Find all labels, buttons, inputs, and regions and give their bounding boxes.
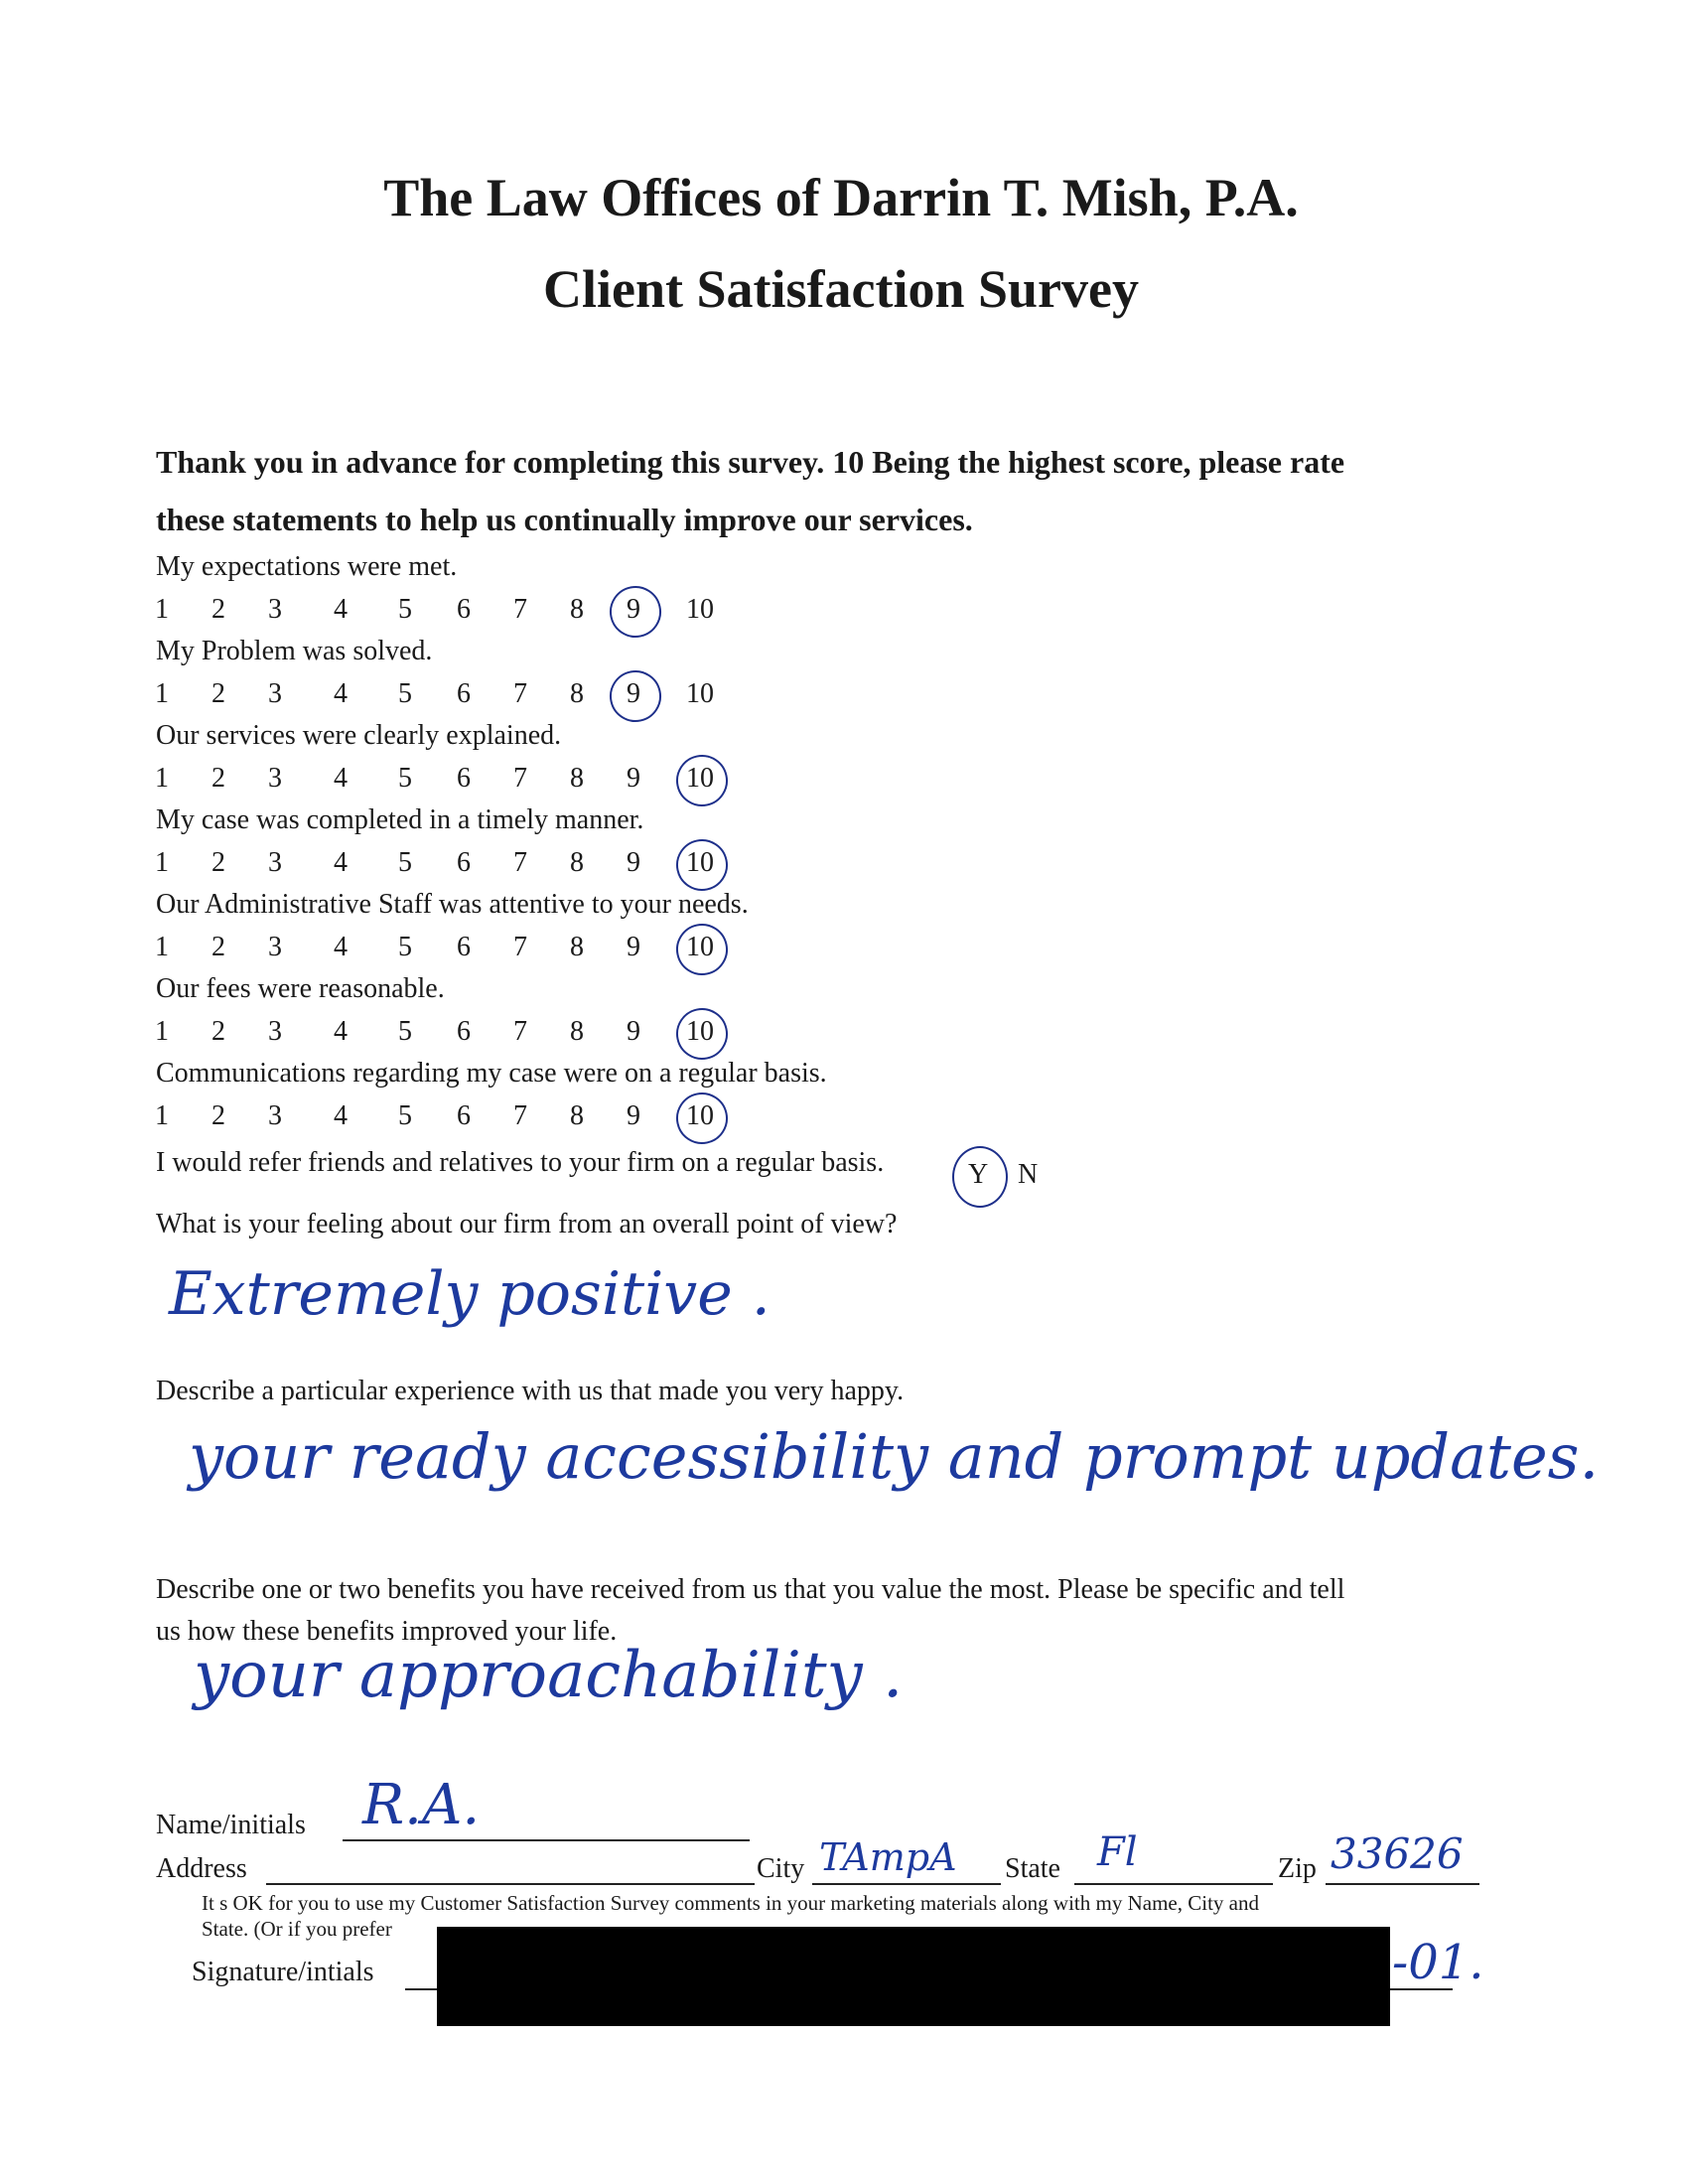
rating-option[interactable]: 8 [570, 847, 584, 878]
rating-option[interactable]: 10 [680, 763, 720, 795]
rating-option[interactable]: 1 [155, 763, 169, 794]
benefits-question-line-2: us how these benefits improved your life. [156, 1616, 618, 1647]
question-text: My expectations were met. [156, 551, 458, 582]
refer-no-option[interactable]: N [1018, 1159, 1039, 1190]
rating-option[interactable]: 1 [155, 678, 169, 709]
city-label: City [757, 1853, 805, 1884]
rating-option[interactable]: 8 [570, 932, 584, 962]
signature-value: -01. [1392, 1935, 1484, 1990]
address-label: Address [156, 1853, 247, 1884]
rating-option[interactable]: 1 [155, 1100, 169, 1131]
question-text: Our fees were reasonable. [156, 973, 445, 1004]
rating-option[interactable]: 2 [211, 678, 225, 709]
question-text: Communications regarding my case were on a regular basis. [156, 1058, 827, 1089]
rating-option[interactable]: 2 [211, 594, 225, 625]
state-line [1074, 1883, 1273, 1885]
rating-option[interactable]: 1 [155, 594, 169, 625]
refer-yes-option[interactable]: Y [968, 1159, 989, 1190]
rating-option[interactable]: 6 [457, 932, 471, 962]
rating-option[interactable]: 10 [686, 594, 714, 625]
rating-option[interactable]: 6 [457, 1100, 471, 1131]
rating-option[interactable]: 10 [686, 678, 714, 709]
name-value[interactable]: R.A. [362, 1773, 481, 1837]
redaction-block [437, 1927, 1390, 2026]
rating-option[interactable]: 3 [268, 763, 282, 794]
rating-option[interactable]: 7 [513, 932, 527, 962]
rating-option[interactable]: 8 [570, 678, 584, 709]
signature-label: Signature/intials [192, 1957, 374, 1987]
rating-option[interactable]: 2 [211, 1100, 225, 1131]
rating-option[interactable]: 4 [334, 763, 348, 794]
rating-option[interactable]: 4 [334, 847, 348, 878]
rating-option[interactable]: 9 [614, 678, 653, 710]
rating-option[interactable]: 9 [627, 1016, 640, 1047]
rating-option[interactable]: 6 [457, 678, 471, 709]
zip-label: Zip [1278, 1853, 1317, 1884]
rating-option[interactable]: 4 [334, 932, 348, 962]
intro-line-1: Thank you in advance for completing this survey. 10 Being the highest score, please rate [156, 444, 1345, 480]
rating-option[interactable]: 5 [398, 847, 412, 878]
rating-option[interactable]: 1 [155, 847, 169, 878]
rating-option[interactable]: 7 [513, 847, 527, 878]
name-label: Name/initials [156, 1810, 306, 1840]
rating-option[interactable]: 6 [457, 847, 471, 878]
rating-option[interactable]: 10 [680, 932, 720, 963]
rating-option[interactable]: 9 [627, 763, 640, 794]
refer-question: I would refer friends and relatives to your firm on a regular basis. [156, 1147, 885, 1178]
rating-option[interactable]: 2 [211, 763, 225, 794]
rating-option[interactable]: 4 [334, 1100, 348, 1131]
rating-option[interactable]: 10 [680, 1016, 720, 1048]
rating-option[interactable]: 7 [513, 594, 527, 625]
rating-option[interactable]: 10 [680, 1100, 720, 1132]
experience-answer[interactable]: your ready accessibility and prompt updates. [189, 1420, 1600, 1493]
rating-option[interactable]: 4 [334, 678, 348, 709]
rating-option[interactable]: 9 [627, 1100, 640, 1131]
benefits-answer[interactable]: your approachability . [194, 1639, 904, 1712]
state-value[interactable]: Fl [1097, 1829, 1138, 1875]
rating-option[interactable]: 4 [334, 1016, 348, 1047]
rating-option[interactable]: 3 [268, 678, 282, 709]
rating-option[interactable]: 3 [268, 594, 282, 625]
rating-option[interactable]: 6 [457, 763, 471, 794]
rating-option[interactable]: 3 [268, 1016, 282, 1047]
experience-question: Describe a particular experience with us that made you very happy. [156, 1376, 905, 1406]
city-value[interactable]: TAmpA [819, 1835, 957, 1879]
rating-option[interactable]: 3 [268, 1100, 282, 1131]
rating-option[interactable]: 8 [570, 1016, 584, 1047]
firm-title: The Law Offices of Darrin T. Mish, P.A. [383, 168, 1299, 227]
question-text: My case was completed in a timely manner. [156, 804, 644, 835]
rating-option[interactable]: 7 [513, 1100, 527, 1131]
rating-option[interactable]: 5 [398, 678, 412, 709]
rating-option[interactable]: 10 [680, 847, 720, 879]
overall-answer[interactable]: Extremely positive . [169, 1259, 771, 1329]
state-label: State [1005, 1853, 1060, 1884]
rating-option[interactable]: 8 [570, 1100, 584, 1131]
rating-option[interactable]: 1 [155, 1016, 169, 1047]
question-text: Our services were clearly explained. [156, 720, 562, 751]
rating-option[interactable]: 1 [155, 932, 169, 962]
question-text: My Problem was solved. [156, 636, 433, 666]
rating-option[interactable]: 4 [334, 594, 348, 625]
rating-option[interactable]: 5 [398, 1100, 412, 1131]
rating-option[interactable]: 5 [398, 763, 412, 794]
overall-question: What is your feeling about our firm from an overall point of view? [156, 1209, 898, 1239]
rating-option[interactable]: 9 [627, 932, 640, 962]
survey-title: Client Satisfaction Survey [543, 259, 1139, 319]
rating-option[interactable]: 5 [398, 594, 412, 625]
rating-option[interactable]: 2 [211, 847, 225, 878]
rating-option[interactable]: 5 [398, 932, 412, 962]
city-line [812, 1883, 1001, 1885]
zip-value[interactable]: 33626 [1331, 1829, 1464, 1878]
rating-option[interactable]: 2 [211, 1016, 225, 1047]
consent-line-1: It s OK for you to use my Customer Satisfaction Survey comments in your marketing materials along with my Name, City and [202, 1891, 1259, 1915]
question-text: Our Administrative Staff was attentive to your needs. [156, 889, 749, 920]
rating-option[interactable]: 3 [268, 847, 282, 878]
consent-line-2: State. (Or if you prefer [202, 1917, 392, 1941]
rating-option[interactable]: 6 [457, 594, 471, 625]
rating-option[interactable]: 5 [398, 1016, 412, 1047]
rating-option[interactable]: 8 [570, 763, 584, 794]
benefits-question-line-1: Describe one or two benefits you have received from us that you value the most. Please be specific and tell [156, 1574, 1345, 1605]
rating-option[interactable]: 3 [268, 932, 282, 962]
rating-option[interactable]: 9 [627, 847, 640, 878]
name-line [343, 1839, 750, 1841]
address-line[interactable] [266, 1883, 755, 1885]
rating-option[interactable]: 7 [513, 1016, 527, 1047]
rating-option[interactable]: 6 [457, 1016, 471, 1047]
rating-option[interactable]: 7 [513, 763, 527, 794]
intro-line-2: these statements to help us continually improve our services. [156, 502, 973, 537]
rating-option[interactable]: 9 [614, 594, 653, 626]
rating-option[interactable]: 2 [211, 932, 225, 962]
rating-option[interactable]: 8 [570, 594, 584, 625]
rating-option[interactable]: 7 [513, 678, 527, 709]
zip-line [1326, 1883, 1479, 1885]
